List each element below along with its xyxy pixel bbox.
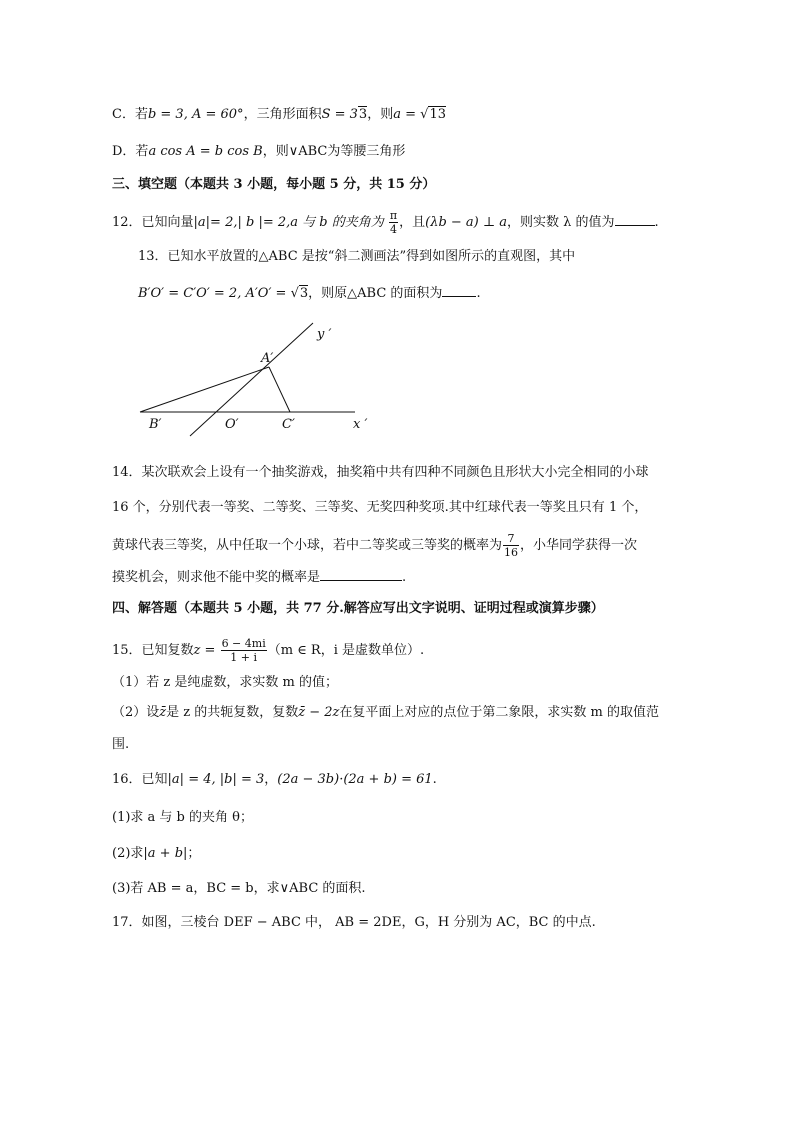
question-14-line2: 16 个，分别代表一等奖、二等奖、三等奖、无奖四种奖项.其中红球代表一等奖且只有 1 个， [112,500,648,515]
option-c: C．若b = 3, A = 60°，三角形面积S = 33，则a = √13 [112,107,446,122]
segment-a-c [269,367,290,412]
fraction-7-16: $\frac{7}{16}$ [504,532,519,559]
question-15-part2: （2）设z̄是 z 的共轭复数，复数z̄ − 2z在复平面上对应的点位于第二象限，求实数 m 的取值范 [112,705,659,720]
question-17: 17．如图，三棱台 DEF − ABC 中， AB = 2DE，G，H 分别为 AC，BC 的中点. [112,915,596,930]
label-c: C′ [282,417,295,432]
oblique-projection-figure [135,318,385,438]
section-4-heading: 四、解答题（本题共 5 小题，共 77 分.解答应写出文字说明、证明过程或演算步骤） [112,601,604,616]
question-13-line2: B′O′ = C′O′ = 2, A′O′ = √3，则原△ABC 的面积为 . [138,286,481,301]
question-12: 12．已知向量|a|= 2,| b |= 2,a 与 b 的夹角为 $\frac{\pi}{4}$ ，且(λb − a) ⊥ a，则实数 λ 的值为 . [112,209,659,236]
question-16-part3: (3)若 AB = a，BC = b，求∨ABC 的面积. [112,881,366,896]
answer-blank-13 [442,284,476,297]
label-x-axis: x ′ [353,417,368,432]
question-13-line1: 13．已知水平放置的△ABC 是按“斜二测画法”得到如图所示的直观图，其中 [138,249,576,264]
label-a: A′ [261,351,274,366]
question-16-part2: (2)求|a + b|； [112,846,201,861]
label-b: B′ [149,417,162,432]
fraction-pi-4: $\frac{\pi}{4}$ [389,209,398,236]
fraction-z: $\frac{6 - 4mi}{1 + i}$ [221,637,266,664]
question-16: 16．已知|a| = 4, |b| = 3，(2a − 3b)·(2a + b) = 61. [112,772,437,787]
section-3-heading: 三、填空题（本题共 3 小题，每小题 5 分，共 15 分） [112,177,436,192]
label-y-axis: y ′ [317,327,332,342]
question-14-line4: 摸奖机会，则求他不能中奖的概率是 . [112,570,407,585]
label-o: O′ [225,417,239,432]
question-14-line3: 黄球代表三等奖，从中任取一个小球，若中二等奖或三等奖的概率为 $\frac{7}{16}$ ，小华同学获得一次 [112,532,638,559]
question-16-part1: (1)求 a 与 b 的夹角 θ； [112,810,253,825]
option-d: D．若a cos A = b cos B，则∨ABC为等腰三角形 [112,144,406,159]
question-14-line1: 14．某次联欢会上设有一个抽奖游戏，抽奖箱中共有四种不同颜色且形状大小完全相同的小球 [112,465,649,480]
question-15-part1: （1）若 z 是纯虚数，求实数 m 的值； [112,675,338,690]
segment-b-a [140,367,269,412]
question-15-part2-cont: 围. [112,737,130,752]
answer-blank-14 [320,568,402,581]
question-15: 15．已知复数z = $\frac{6 - 4mi}{1 + i}$ （m ∈ R，i 是虚数单位）. [112,637,425,664]
answer-blank-12 [615,213,655,226]
